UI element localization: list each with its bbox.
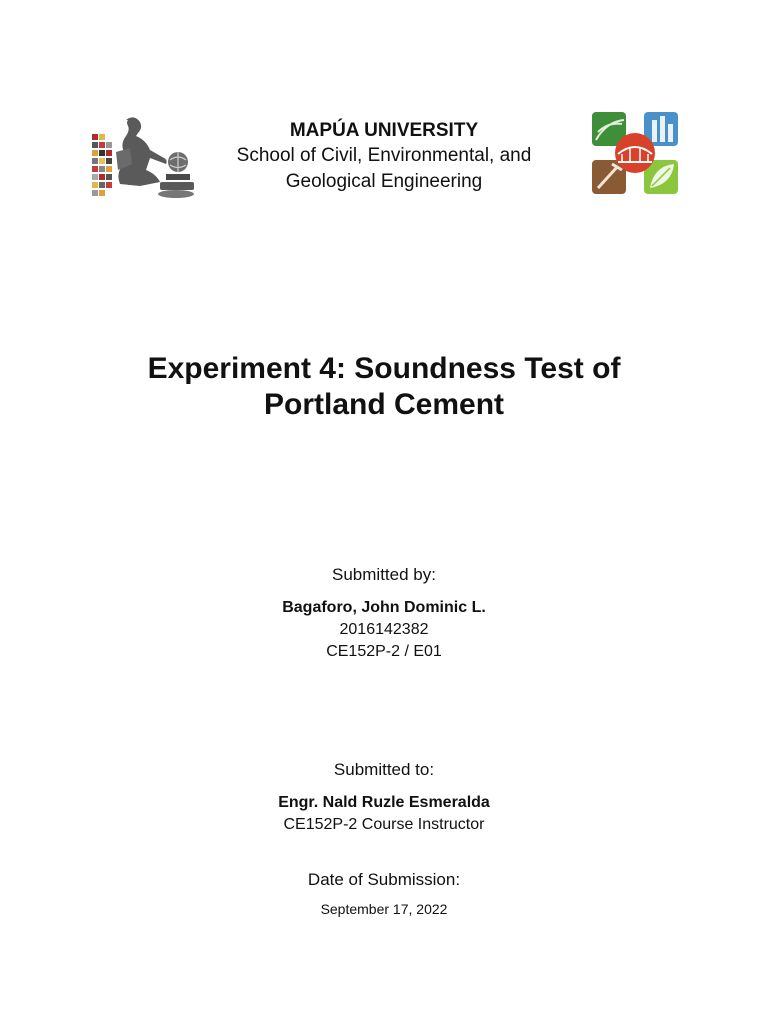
university-name: MAPÚA UNIVERSITY xyxy=(289,120,479,141)
course-section: CE152P-2 / E01 xyxy=(326,643,442,660)
school-name-line-2: Geological Engineering xyxy=(285,171,483,192)
submission-date: September 17, 2022 xyxy=(320,901,448,917)
instructor-name: Engr. Nald Ruzle Esmeralda xyxy=(278,794,490,811)
school-name-line-1: School of Civil, Environmental, and xyxy=(236,145,532,166)
document-title-line-1: Experiment 4: Soundness Test of xyxy=(147,352,621,385)
instructor-role: CE152P-2 Course Instructor xyxy=(283,816,485,833)
submitted-to-label: Submitted to: xyxy=(333,760,435,779)
student-number: 2016142382 xyxy=(339,621,429,638)
submitted-by-label: Submitted by: xyxy=(332,565,436,584)
document-title-line-2: Portland Cement xyxy=(263,388,505,421)
date-of-submission-label: Date of Submission: xyxy=(307,870,461,889)
student-name: Bagaforo, John Dominic L. xyxy=(282,599,486,616)
